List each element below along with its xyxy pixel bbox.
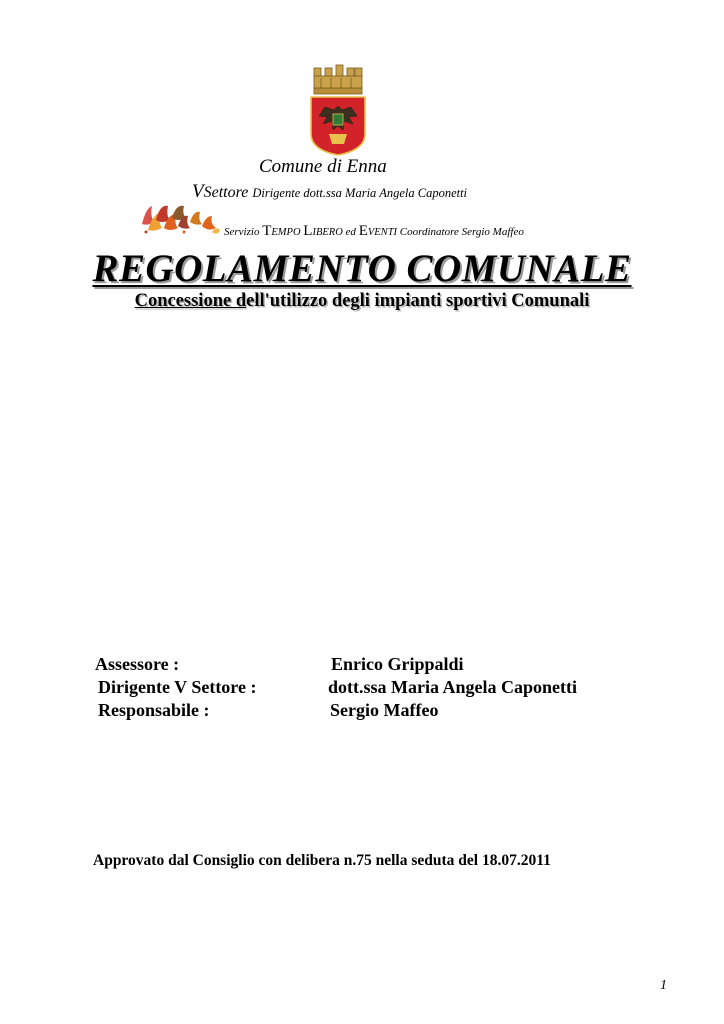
responsabile-value: Sergio Maffeo: [330, 700, 439, 720]
page-number: 1: [660, 978, 667, 993]
settore-line: [192, 181, 467, 203]
servizio-initial-l: L: [303, 223, 313, 239]
leaf-icon: [142, 206, 220, 234]
approval-note: Approvato dal Consiglio con delibera n.75 nella seduta del 18.07.2011: [93, 852, 551, 869]
document-subtitle: [0, 291, 724, 312]
subtitle-rest: ell'utilizzo degli impianti sportivi Comunali: [246, 291, 590, 311]
coat-of-arms-logo: [305, 64, 371, 156]
dirigente-value: dott.ssa Maria Angela Caponetti: [328, 677, 577, 697]
coordinatore-text: Coordinatore Sergio Maffeo: [399, 226, 524, 238]
settore-number: V: [192, 181, 204, 202]
servizio-line: [224, 223, 524, 240]
servizio-word-eventi: VENTI: [367, 227, 398, 238]
subtitle-underlined: Concessione d: [134, 291, 247, 311]
servizio-word-tempo: EMPO: [271, 227, 301, 238]
servizio-initial-e: E: [358, 223, 368, 239]
dirigente-label: Dirigente V Settore :: [98, 677, 257, 697]
dirigente-text: Dirigente dott.ssa Maria Angela Caponetti: [252, 186, 468, 200]
document-title: REGOLAMENTO COMUNALE: [92, 247, 632, 290]
servizio-word-libero: IBERO: [312, 227, 343, 238]
comune-name: Comune di Enna: [259, 156, 387, 177]
shield-icon: [311, 97, 365, 155]
servizio-initial-t: T: [262, 223, 272, 239]
responsabile-label: Responsabile :: [98, 700, 210, 720]
leaves-logo: [138, 202, 220, 238]
assessore-value: Enrico Grippaldi: [331, 654, 464, 674]
crown-icon: [314, 65, 362, 94]
settore-word: Settore: [203, 184, 249, 201]
servizio-ed: ed: [345, 226, 356, 238]
assessore-label: Assessore :: [95, 654, 180, 674]
servizio-label: Servizio: [224, 226, 260, 238]
